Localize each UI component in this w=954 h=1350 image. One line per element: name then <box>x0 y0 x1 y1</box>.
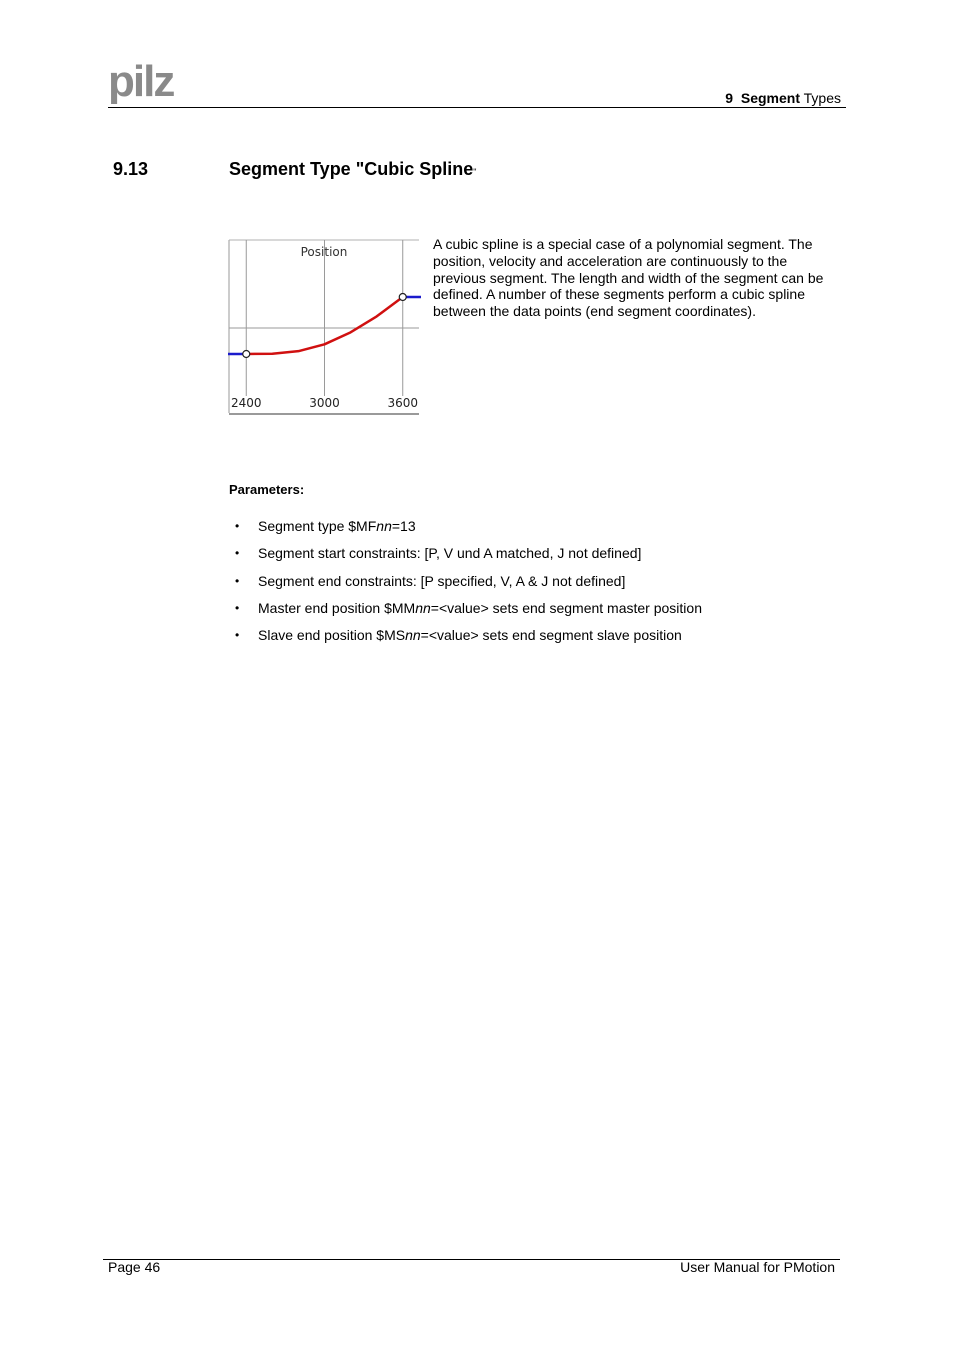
pilz-logo <box>108 64 192 104</box>
parameter-text: Segment end constraints: [P specified, V, A & J not defined] <box>258 572 626 589</box>
header-divider <box>108 107 846 108</box>
parameter-text-end: =13 <box>391 518 416 534</box>
x-tick-label: 3000 <box>309 396 340 410</box>
section-title <box>229 159 476 180</box>
chart-title: Position <box>300 245 348 259</box>
parameter-text-end: =<value> sets end segment slave position <box>420 627 682 644</box>
bullet-icon: • <box>235 546 240 561</box>
parameter-item <box>229 544 702 571</box>
section-title-text: Segment Type "Cubic Spline <box>229 159 474 179</box>
parameter-item <box>229 572 702 599</box>
svg-text:pilz: pilz <box>108 64 174 104</box>
chapter-number: 9 <box>725 90 734 106</box>
parameter-text: Segment type $MF <box>258 518 377 534</box>
parameters-heading: Parameters: <box>229 482 305 497</box>
page-number: Page 46 <box>108 1259 161 1275</box>
segment-point-marker <box>243 351 250 358</box>
parameter-item <box>229 626 702 653</box>
parameter-variable: nn <box>415 599 431 616</box>
position-chart <box>228 238 421 418</box>
bullet-icon: • <box>235 519 240 533</box>
parameter-text: Slave end position $MS <box>258 627 406 644</box>
section-title-quote: " <box>473 167 477 177</box>
chapter-title-rest: Types <box>803 90 841 106</box>
parameter-text: Master end position $MM <box>258 599 416 616</box>
segment-point-marker <box>399 294 406 301</box>
bullet-icon: • <box>235 600 240 615</box>
parameter-text-end: =<value> sets end segment master position <box>430 599 702 616</box>
chart-x-ticks <box>231 396 418 410</box>
parameters-list <box>229 517 702 653</box>
bullet-icon: • <box>235 573 240 588</box>
parameter-variable: nn <box>376 518 392 534</box>
parameter-text: Segment start constraints: [P, V und A matched, J not defined] <box>258 545 642 562</box>
manual-title: User Manual for PMotion <box>680 1259 835 1275</box>
section-number: 9.13 <box>113 159 149 179</box>
parameter-item <box>229 517 702 544</box>
parameter-variable: nn <box>405 627 421 644</box>
chart-grid <box>229 240 419 414</box>
parameter-item <box>229 599 702 626</box>
chapter-header <box>725 90 841 106</box>
x-tick-label: 3600 <box>387 396 419 410</box>
description-text: A cubic spline is a special case of a polynomial segment. The position, velocity and acceleration are continuously to the previous segment. The length and width of the segment can be defined. A number of these segments perform a cubic spline between the data points (end segment coordinates). <box>433 236 824 320</box>
x-tick-label: 2400 <box>230 396 262 410</box>
chapter-title-bold: Segment <box>740 90 800 106</box>
bullet-icon: • <box>235 628 240 643</box>
